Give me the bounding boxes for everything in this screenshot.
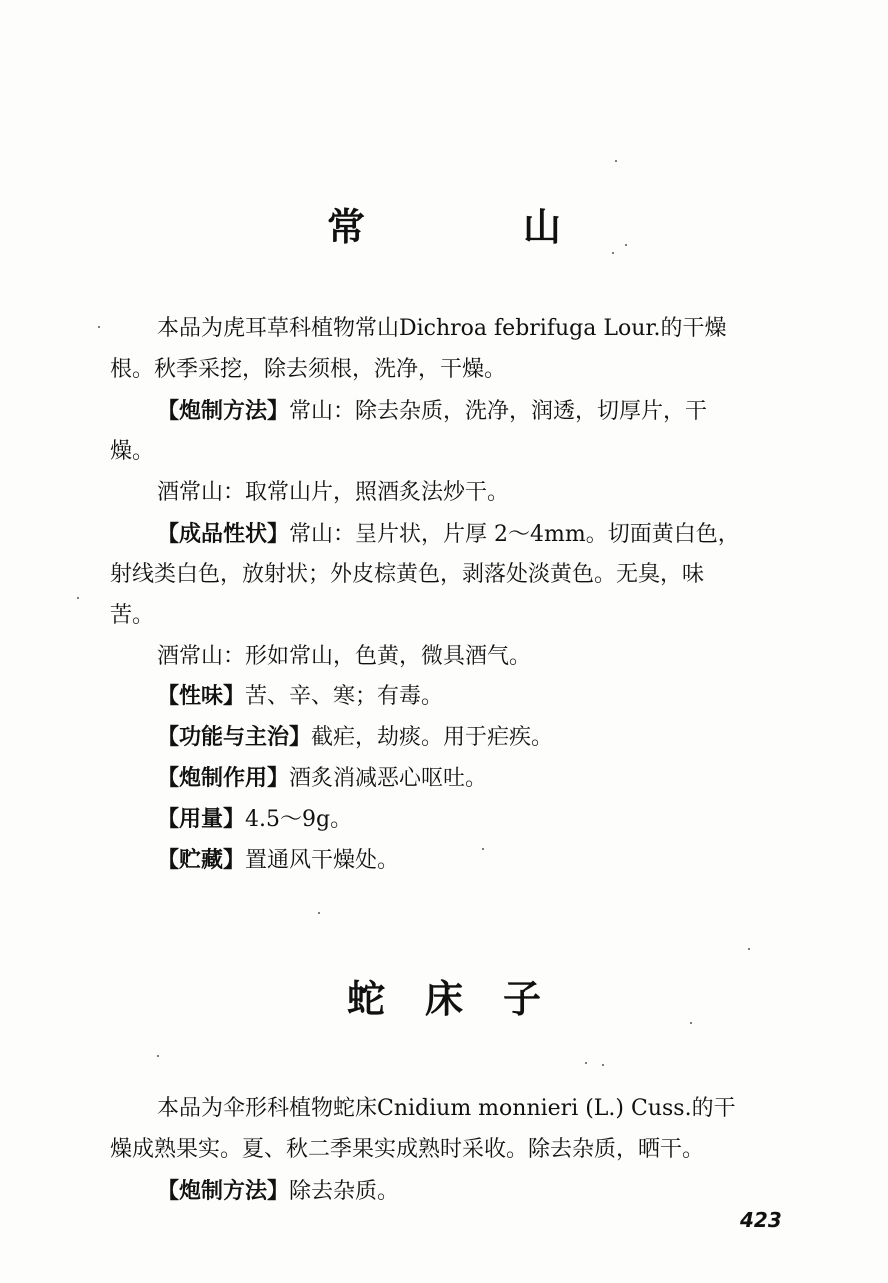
scan-speck — [690, 1022, 692, 1024]
taste-text: 苦、辛、寒；有毒。 — [245, 684, 444, 709]
scan-speck — [77, 597, 79, 599]
intro-line-1: 本品为伞形科植物蛇床Cnidium monnieri (L.) Cuss.的干 — [157, 1096, 736, 1121]
processing-method-text: 常山：除去杂质，洗净，润透，切厚片，干 — [289, 399, 708, 424]
dosage-row — [157, 804, 352, 835]
function-label: 【功能与主治】 — [157, 724, 312, 750]
function-row — [157, 722, 553, 753]
scan-speck — [625, 244, 627, 246]
processing-method-line-2: 燥。 — [110, 439, 155, 464]
scan-speck — [585, 1062, 587, 1064]
section-title-changshan: 常 山 — [326, 204, 621, 249]
product-traits-line-1 — [157, 519, 740, 550]
effect-label: 【炮制作用】 — [157, 765, 290, 791]
product-traits-text: 常山：呈片状，片厚 2～4mm。切面黄白色， — [289, 522, 740, 547]
effect-row — [157, 763, 487, 794]
storage-label: 【贮藏】 — [157, 847, 246, 873]
dosage-text: 4.5～9g。 — [245, 807, 353, 832]
scan-speck — [482, 848, 484, 850]
processing-method-text: 除去杂质。 — [289, 1179, 400, 1204]
storage-row — [157, 845, 399, 876]
intro-line-2: 根。秋季采挖，除去须根，洗净，干燥。 — [110, 357, 507, 382]
page-number: 423 — [740, 1208, 782, 1232]
function-text: 截疟，劫痰。用于疟疾。 — [311, 725, 554, 750]
intro-line-2: 燥成熟果实。夏、秋二季果实成熟时采收。除去杂质，晒干。 — [110, 1137, 705, 1162]
scan-speck — [612, 252, 614, 254]
taste-label: 【性味】 — [157, 683, 246, 709]
dosage-label: 【用量】 — [157, 806, 246, 832]
processing-method-label: 【炮制方法】 — [157, 1178, 290, 1204]
wine-processing-text: 酒常山：取常山片，照酒炙法炒干。 — [157, 480, 510, 505]
section-title-shechuangzi: 蛇床子 — [346, 976, 581, 1021]
taste-row — [157, 681, 443, 712]
product-traits-line-2: 射线类白色，放射状；外皮棕黄色，剥落处淡黄色。无臭，味 — [110, 562, 705, 587]
effect-text: 酒炙消减恶心呕吐。 — [289, 766, 488, 791]
scan-speck — [98, 326, 100, 328]
storage-text: 置通风干燥处。 — [245, 848, 400, 873]
scan-speck — [748, 948, 750, 950]
scan-speck — [602, 1064, 604, 1066]
wine-product-text: 酒常山：形如常山，色黄，微具酒气。 — [157, 644, 532, 669]
processing-method-row — [157, 1176, 399, 1207]
scan-speck — [615, 160, 617, 162]
intro-line-1: 本品为虎耳草科植物常山Dichroa febrifuga Lour.的干燥 — [157, 316, 727, 341]
product-traits-label: 【成品性状】 — [157, 521, 290, 547]
scan-speck — [318, 912, 320, 914]
processing-method-label: 【炮制方法】 — [157, 398, 290, 424]
product-traits-line-3: 苦。 — [110, 603, 155, 628]
processing-method-line-1 — [157, 396, 707, 427]
scan-speck — [157, 1055, 159, 1057]
